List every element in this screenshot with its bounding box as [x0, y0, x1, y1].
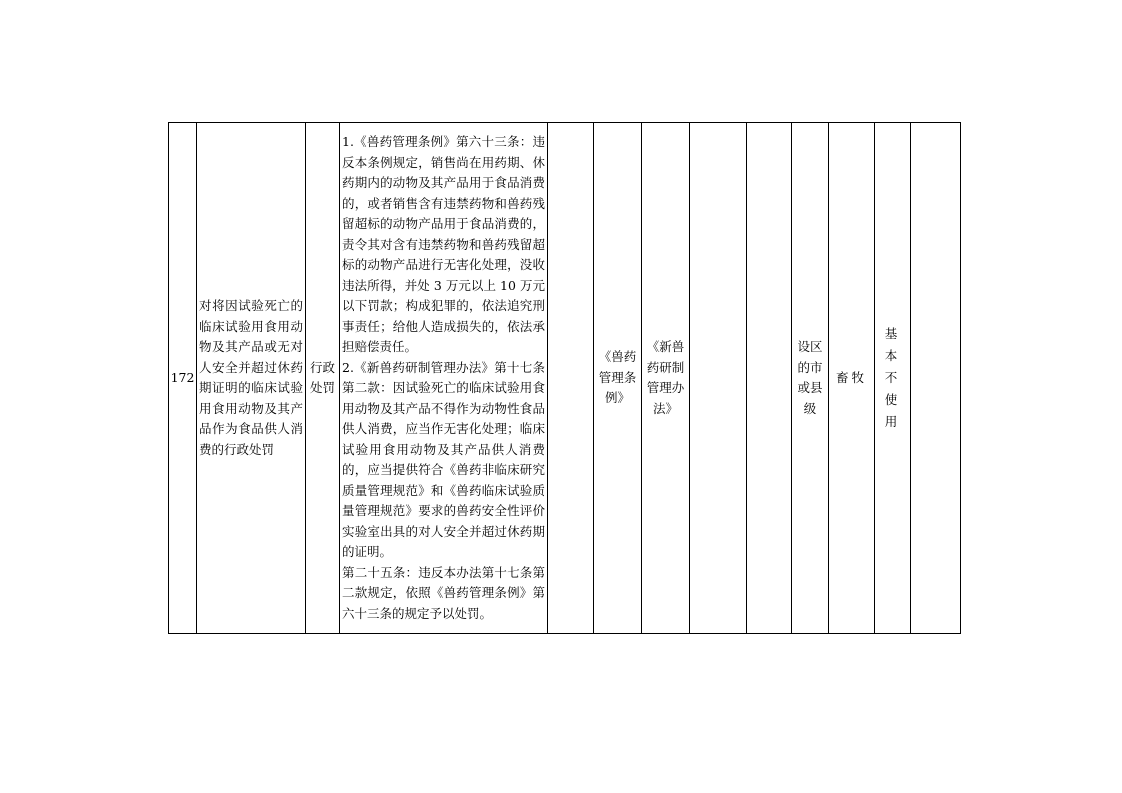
category-cell [306, 123, 340, 634]
legal-basis-paragraph: 第二十五条：违反本办法第十七条第二款规定，依照《兽药管理条例》第六十三条的规定予以处罚。 [342, 564, 545, 621]
regulation-table [168, 122, 961, 634]
empty-cell [548, 123, 594, 634]
legal-basis-paragraph: 2.《新兽药研制管理办法》第十七条第二款：因试验死亡的临床试验用食用动物及其产品不得作为动物性食品供人消费，应当作无害化处理；临床试验用食用动物及其产品供人消费的，应当提供符合《兽药非临床研究质量管理规范》和《兽药临床试验质量管理规范》要求的兽药安全性评价实验室出具的对人安全并超过休药期的证明。 [342, 359, 545, 559]
usage-cell [875, 123, 911, 634]
level-cell [792, 123, 829, 634]
legal-basis-paragraph: 1.《兽药管理条例》第六十三条：违反本条例规定，销售尚在用药期、休药期内的动物及其产品用于食品消费的，或者销售含有违禁药物和兽药残留超标的动物产品用于食品消费的，责令其对含有违禁药物和兽药残留超标的动物产品进行无害化处理，没收违法所得，并处 3 万元以上 10 万元以下罚款；构成犯罪的，依法追究刑事责任；给他人造成损失的，依法承担赔偿责任。 [342, 134, 545, 354]
level-text: 设区的市或县级 [797, 339, 823, 416]
law-1-cell [594, 123, 642, 634]
empty-cell [690, 123, 747, 634]
empty-cell [911, 123, 961, 634]
row-number: 172 [169, 123, 197, 634]
category-text: 行政处罚 [309, 359, 335, 395]
usage-text: 基本不使用 [884, 326, 901, 429]
law-2-cell [642, 123, 690, 634]
sector-cell: 畜牧 [829, 123, 875, 634]
law-2-text: 《新兽药研制管理办法》 [646, 339, 685, 416]
item-name: 对将因试验死亡的临床试验用食用动物及其产品或无对人安全并超过休药期证明的临床试验用食用动物及其产品作为食品供人消费的行政处罚 [197, 123, 306, 634]
law-1-text: 《兽药管理条例》 [598, 349, 637, 406]
empty-cell [747, 123, 792, 634]
table-row [169, 123, 961, 634]
legal-basis-cell [340, 123, 548, 634]
